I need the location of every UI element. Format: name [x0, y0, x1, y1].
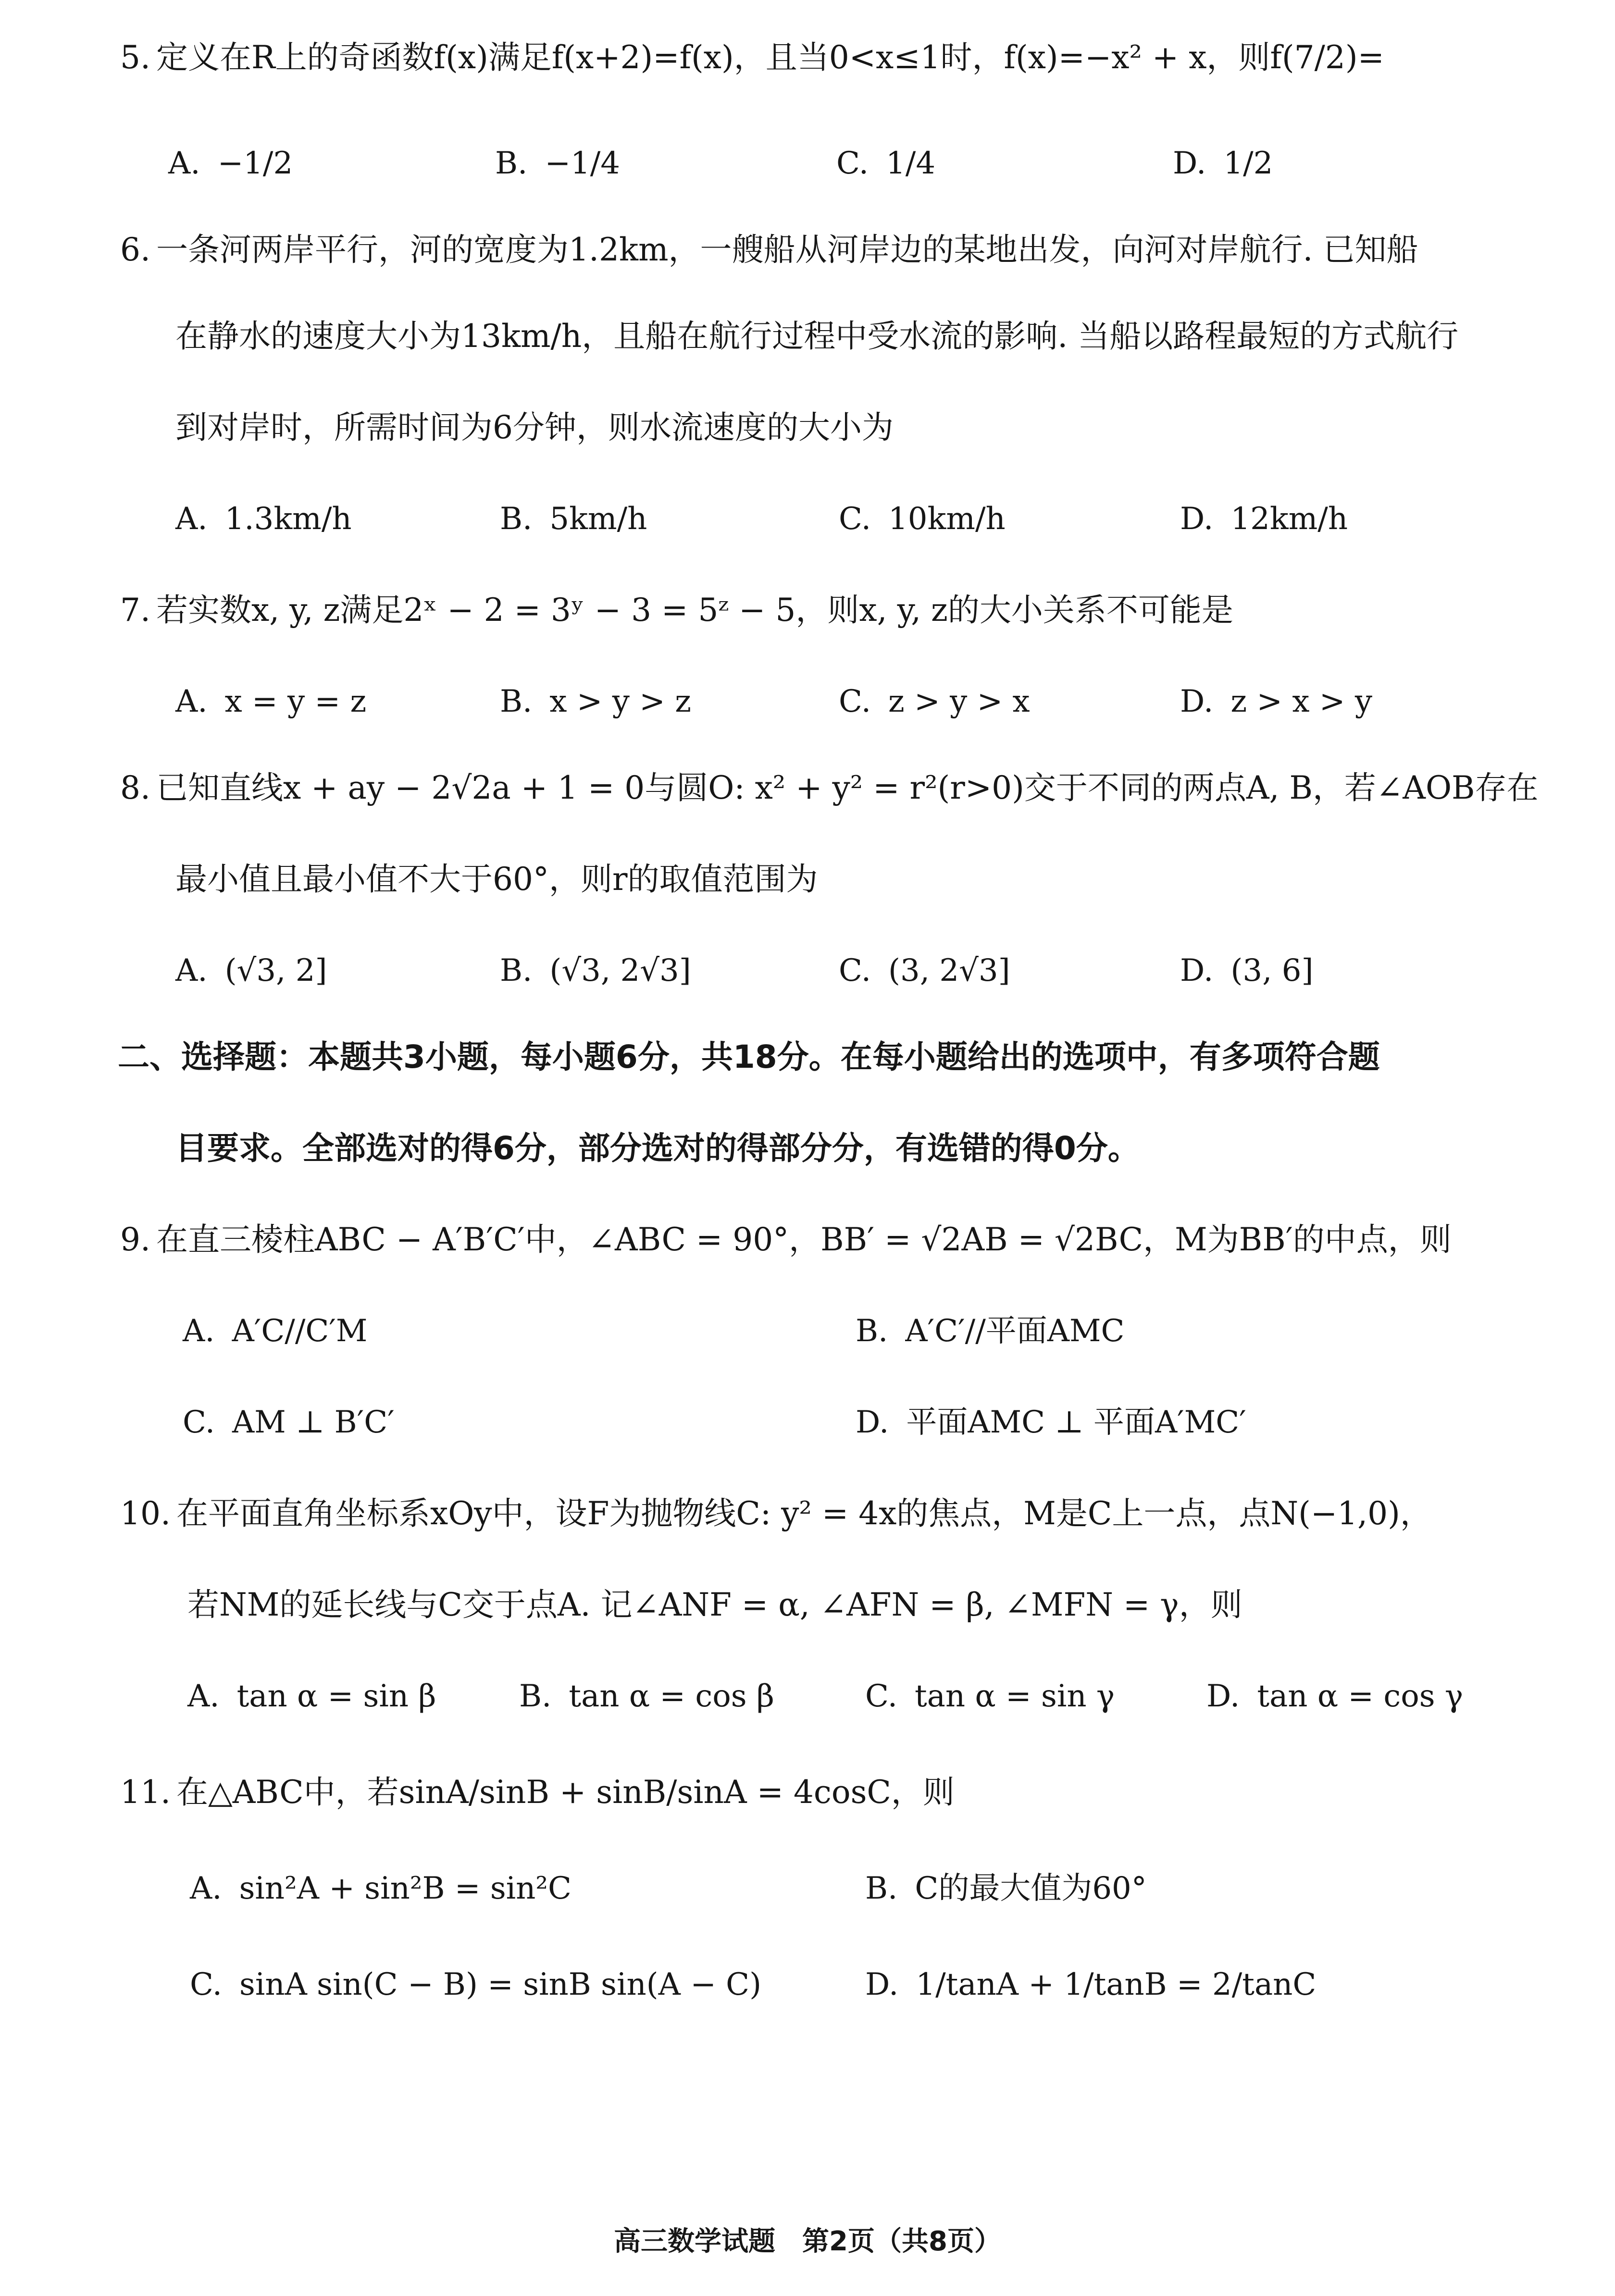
question-number: 8. — [120, 769, 150, 806]
question-9-stem — [120, 1216, 1452, 1264]
section-two-heading-line-2: 目要求。全部选对的得6分，部分选对的得部分分，有选错的得0分。 — [175, 1130, 1140, 1167]
question-6-option-b[interactable]: B. 5km/h — [500, 501, 647, 537]
question-9-option-c[interactable]: C. AM ⊥ B′C′ — [183, 1405, 395, 1440]
question-11-option-c[interactable]: C. sinA sin(C − B) = sinB sin(A − C) — [190, 1967, 762, 2002]
question-7-option-b[interactable]: B. x > y > z — [500, 684, 691, 719]
question-10-option-b[interactable]: B. tan α = cos β — [519, 1679, 774, 1714]
question-number: 11. — [120, 1774, 171, 1811]
question-11-option-d[interactable]: D. 1/tanA + 1/tanB = 2/tanC — [865, 1967, 1317, 2002]
section-two-heading: 二、选择题：本题共3小题，每小题6分，共18分。在每小题给出的选项中，有多项符合题 — [118, 1038, 1380, 1075]
question-text: 在△ABC中，若sinA/sinB + sinB/sinA = 4cosC，则 — [176, 1774, 955, 1811]
question-6-option-a[interactable]: A. 1.3km/h — [175, 501, 352, 537]
question-10-stem-line-2: 若NM的延长线与C交于点A. 记∠ANF = α, ∠AFN = β, ∠MFN = γ，则 — [187, 1586, 1242, 1623]
question-9-option-a[interactable]: A. A′C//C′M — [183, 1313, 368, 1349]
question-11-stem — [120, 1768, 955, 1816]
question-6-stem-line-3: 到对岸时，所需时间为6分钟，则水流速度的大小为 — [175, 409, 894, 446]
question-5-option-d[interactable]: D. 1/2 — [1173, 146, 1273, 181]
question-10-option-a[interactable]: A. tan α = sin β — [187, 1679, 436, 1714]
question-5-option-a[interactable]: A. −1/2 — [168, 146, 293, 181]
question-9-option-b[interactable]: B. A′C′//平面AMC — [856, 1313, 1125, 1349]
page-footer: 高三数学试题 第2页（共8页） — [614, 2226, 1001, 2257]
question-10-stem — [120, 1490, 1432, 1538]
question-text: 若实数x, y, z满足2ˣ − 2 = 3ʸ − 3 = 5ᶻ − 5，则x, y, z的大小关系不可能是 — [156, 592, 1233, 629]
question-8-stem-line-2: 最小值且最小值不大于60°，则r的取值范围为 — [175, 861, 818, 898]
question-number: 9. — [120, 1221, 150, 1258]
question-5-option-c[interactable]: C. 1/4 — [836, 146, 936, 181]
question-8-stem — [120, 764, 1539, 812]
question-6-option-d[interactable]: D. 12km/h — [1180, 501, 1348, 537]
question-6-stem-line-2: 在静水的速度大小为13km/h，且船在航行过程中受水流的影响. 当船以路程最短的方式航行 — [175, 318, 1459, 355]
question-5-option-b[interactable]: B. −1/4 — [495, 146, 620, 181]
question-9-option-d[interactable]: D. 平面AMC ⊥ 平面A′MC′ — [856, 1405, 1246, 1440]
question-8-option-a[interactable]: A. (√3, 2] — [175, 953, 327, 988]
question-8-option-d[interactable]: D. (3, 6] — [1180, 953, 1314, 988]
question-number: 7. — [120, 592, 150, 629]
question-7-option-c[interactable]: C. z > y > x — [839, 684, 1030, 719]
question-11-option-a[interactable]: A. sin²A + sin²B = sin²C — [190, 1871, 571, 1906]
question-11-option-b[interactable]: B. C的最大值为60° — [865, 1871, 1147, 1906]
question-5-stem — [120, 34, 1384, 82]
question-10-option-d[interactable]: D. tan α = cos γ — [1206, 1679, 1464, 1714]
question-6-stem — [120, 226, 1418, 274]
question-text: 在直三棱柱ABC − A′B′C′中，∠ABC = 90°，BB′ = √2AB = √2BC，M为BB′的中点，则 — [156, 1221, 1452, 1258]
question-text: 在平面直角坐标系xOy中，设F为抛物线C: y² = 4x的焦点，M是C上一点，点N(−1,0)， — [176, 1495, 1432, 1532]
question-number: 6. — [120, 231, 150, 268]
question-7-option-a[interactable]: A. x = y = z — [175, 684, 367, 719]
question-8-option-c[interactable]: C. (3, 2√3] — [839, 953, 1010, 988]
question-7-stem — [120, 586, 1233, 634]
question-10-option-c[interactable]: C. tan α = sin γ — [865, 1679, 1115, 1714]
question-number: 10. — [120, 1495, 171, 1532]
question-number: 5. — [120, 39, 150, 76]
question-6-option-c[interactable]: C. 10km/h — [839, 501, 1006, 537]
question-text: 一条河两岸平行，河的宽度为1.2km，一艘船从河岸边的某地出发，向河对岸航行. 已知船 — [156, 231, 1418, 268]
question-7-option-d[interactable]: D. z > x > y — [1180, 684, 1372, 719]
question-text: 定义在R上的奇函数f(x)满足f(x+2)=f(x)，且当0<x≤1时，f(x)=−x² + x，则f(7/2)= — [156, 39, 1384, 76]
question-8-option-b[interactable]: B. (√3, 2√3] — [500, 953, 691, 988]
question-text: 已知直线x + ay − 2√2a + 1 = 0与圆O: x² + y² = r²(r>0)交于不同的两点A, B，若∠AOB存在 — [156, 769, 1539, 806]
